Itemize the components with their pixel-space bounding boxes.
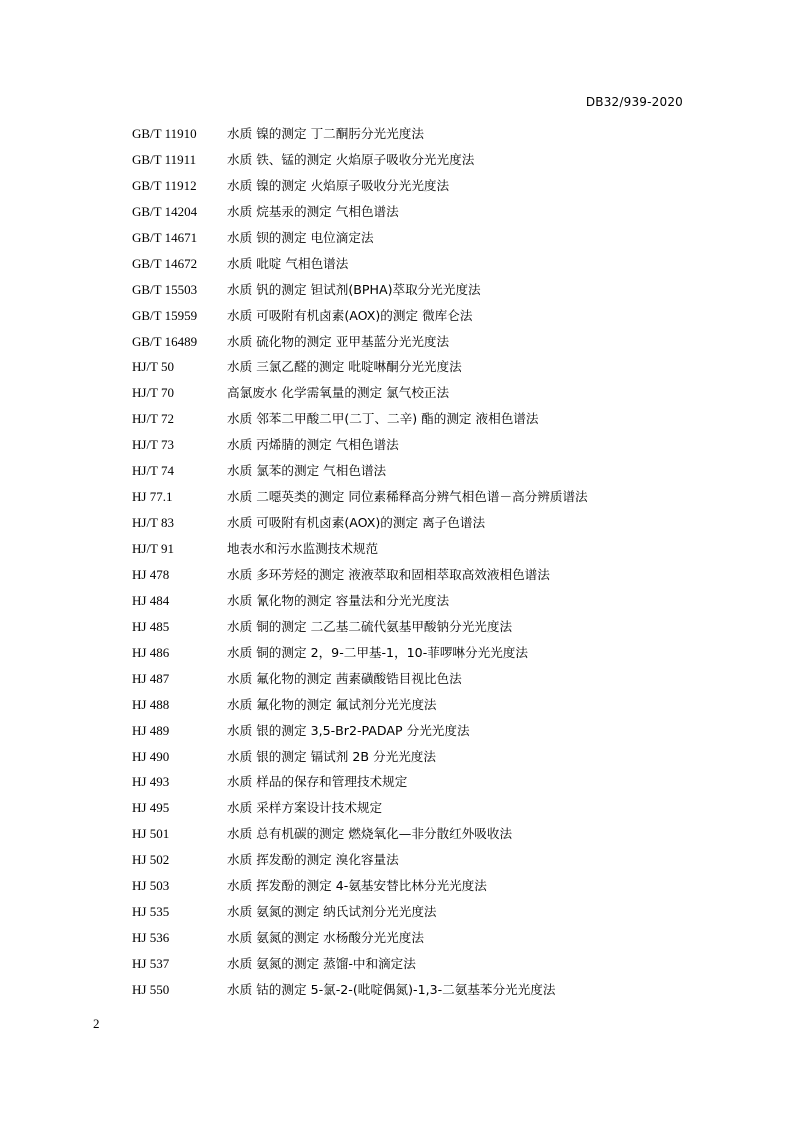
standard-code: GB/T 14672 xyxy=(132,255,198,271)
standard-code: GB/T 14204 xyxy=(132,203,198,219)
standard-code: HJ 501 xyxy=(132,826,170,842)
standard-title: 水质 样品的保存和管理技术规定 xyxy=(227,774,408,790)
standard-row xyxy=(132,925,692,951)
standard-row xyxy=(132,873,692,899)
standard-title: 水质 丙烯腈的测定 气相色谱法 xyxy=(227,437,399,453)
standard-code: GB/T 15503 xyxy=(132,281,198,297)
standard-title: 水质 钴的测定 5-氯-2-(吡啶偶氮)-1,3-二氨基苯分光光度法 xyxy=(227,981,556,997)
standard-row xyxy=(132,251,692,277)
standard-code: GB/T 15959 xyxy=(132,307,198,323)
standard-title: 水质 可吸附有机卤素(AOX)的测定 离子色谱法 xyxy=(227,515,486,531)
standard-title: 水质 挥发酚的测定 4-氨基安替比林分光光度法 xyxy=(227,878,487,894)
standard-row xyxy=(132,380,692,406)
standard-title: 水质 钡的测定 电位滴定法 xyxy=(227,229,374,245)
standard-code: HJ 478 xyxy=(132,566,170,582)
standard-title: 水质 挥发酚的测定 溴化容量法 xyxy=(227,852,399,868)
standard-title: 水质 可吸附有机卤素(AOX)的测定 微库仑法 xyxy=(227,307,473,323)
standard-code: HJ 484 xyxy=(132,592,170,608)
standard-row xyxy=(132,588,692,614)
standard-row xyxy=(132,847,692,873)
standard-row xyxy=(132,173,692,199)
standard-title: 水质 氨氮的测定 蒸馏-中和滴定法 xyxy=(227,956,416,971)
standard-code: HJ 550 xyxy=(132,981,170,997)
standard-title: 地表水和污水监测技术规范 xyxy=(227,541,379,556)
standard-title: 水质 氟化物的测定 茜素磺酸锆目视比色法 xyxy=(227,670,462,686)
standard-title: 水质 镍的测定 火焰原子吸收分光光度法 xyxy=(227,177,450,193)
standard-title: 水质 铜的测定 2，9-二甲基-1，10-菲啰啉分光光度法 xyxy=(227,644,528,660)
standard-code: HJ 535 xyxy=(132,904,170,920)
standard-title: 高氯废水 化学需氧量的测定 氯气校正法 xyxy=(227,385,450,401)
standard-row xyxy=(132,277,692,303)
standard-row xyxy=(132,199,692,225)
standard-code: HJ 77.1 xyxy=(132,489,173,505)
document-number: DB32/939-2020 xyxy=(585,95,683,109)
standard-code: HJ/T 83 xyxy=(132,515,175,531)
standard-row xyxy=(132,536,692,562)
standard-code: GB/T 11911 xyxy=(132,151,197,167)
standard-code: HJ 490 xyxy=(132,748,170,764)
standard-row xyxy=(132,329,692,355)
standard-code: HJ 487 xyxy=(132,670,170,686)
standard-row xyxy=(132,951,692,977)
standard-title: 水质 钒的测定 钽试剂(BPHA)萃取分光光度法 xyxy=(227,281,481,297)
standard-code: HJ 502 xyxy=(132,852,170,868)
standard-row xyxy=(132,640,692,666)
standard-row xyxy=(132,458,692,484)
standard-code: HJ 495 xyxy=(132,800,170,816)
standard-title: 水质 多环芳烃的测定 液液萃取和固相萃取高效液相色谱法 xyxy=(227,566,550,582)
standard-title: 水质 氨氮的测定 水杨酸分光光度法 xyxy=(227,930,424,946)
standard-row xyxy=(132,432,692,458)
standard-code: HJ 536 xyxy=(132,930,170,946)
standard-title: 水质 镍的测定 丁二酮肟分光光度法 xyxy=(227,126,424,141)
standard-title: 水质 邻苯二甲酸二甲(二丁、二辛) 酯的测定 液相色谱法 xyxy=(227,411,539,427)
standard-row xyxy=(132,977,692,1003)
standard-code: HJ/T 91 xyxy=(132,541,175,556)
standard-code: HJ/T 50 xyxy=(132,359,175,375)
standard-row xyxy=(132,147,692,173)
standard-row xyxy=(132,225,692,251)
standard-code: HJ 488 xyxy=(132,696,170,712)
standard-title: 水质 氰化物的测定 容量法和分光光度法 xyxy=(227,592,450,608)
standard-title: 水质 氟化物的测定 氟试剂分光光度法 xyxy=(227,696,437,712)
standard-code: HJ 493 xyxy=(132,774,170,790)
standard-code: HJ 537 xyxy=(132,956,170,971)
standard-title: 水质 烷基汞的测定 气相色谱法 xyxy=(227,203,399,219)
standard-title: 水质 硫化物的测定 亚甲基蓝分光光度法 xyxy=(227,333,450,349)
standards-list xyxy=(132,121,692,1003)
standard-row xyxy=(132,406,692,432)
standard-code: GB/T 14671 xyxy=(132,229,198,245)
standard-title: 水质 银的测定 镉试剂 2B 分光光度法 xyxy=(227,748,436,764)
standard-row xyxy=(132,718,692,744)
standard-code: HJ 503 xyxy=(132,878,170,894)
standard-code: HJ 485 xyxy=(132,618,170,634)
standard-title: 水质 吡啶 气相色谱法 xyxy=(227,255,349,271)
standard-row xyxy=(132,510,692,536)
standard-title: 水质 三氯乙醛的测定 吡啶啉酮分光光度法 xyxy=(227,359,462,375)
standard-row xyxy=(132,303,692,329)
standard-row xyxy=(132,744,692,770)
standard-title: 水质 氨氮的测定 纳氏试剂分光光度法 xyxy=(227,904,437,920)
standard-row xyxy=(132,354,692,380)
standard-row xyxy=(132,769,692,795)
standard-code: GB/T 16489 xyxy=(132,333,198,349)
standard-code: HJ 486 xyxy=(132,644,170,660)
standard-title: 水质 采样方案设计技术规定 xyxy=(227,800,383,816)
standard-row xyxy=(132,484,692,510)
standard-row xyxy=(132,666,692,692)
standard-title: 水质 氯苯的测定 气相色谱法 xyxy=(227,463,387,479)
page-number: 2 xyxy=(93,1016,100,1031)
standard-title: 水质 银的测定 3,5-Br2-PADAP 分光光度法 xyxy=(227,722,470,738)
standard-title: 水质 总有机碳的测定 燃烧氧化—非分散红外吸收法 xyxy=(227,826,513,842)
standard-title: 水质 铁、锰的测定 火焰原子吸收分光光度法 xyxy=(227,151,475,167)
standard-code: HJ/T 73 xyxy=(132,437,175,453)
standard-code: HJ/T 70 xyxy=(132,385,175,401)
standard-code: HJ/T 74 xyxy=(132,463,175,479)
standard-row xyxy=(132,562,692,588)
standard-code: GB/T 11910 xyxy=(132,126,197,141)
standard-code: HJ/T 72 xyxy=(132,411,175,427)
standard-row xyxy=(132,614,692,640)
standard-title: 水质 二噁英类的测定 同位素稀释高分辨气相色谱－高分辨质谱法 xyxy=(227,489,588,505)
standard-row xyxy=(132,821,692,847)
standard-row xyxy=(132,899,692,925)
standard-row xyxy=(132,795,692,821)
standard-title: 水质 铜的测定 二乙基二硫代氨基甲酸钠分光光度法 xyxy=(227,618,513,634)
standard-code: HJ 489 xyxy=(132,722,170,738)
standard-code: GB/T 11912 xyxy=(132,177,197,193)
standard-row xyxy=(132,121,692,147)
standard-row xyxy=(132,692,692,718)
